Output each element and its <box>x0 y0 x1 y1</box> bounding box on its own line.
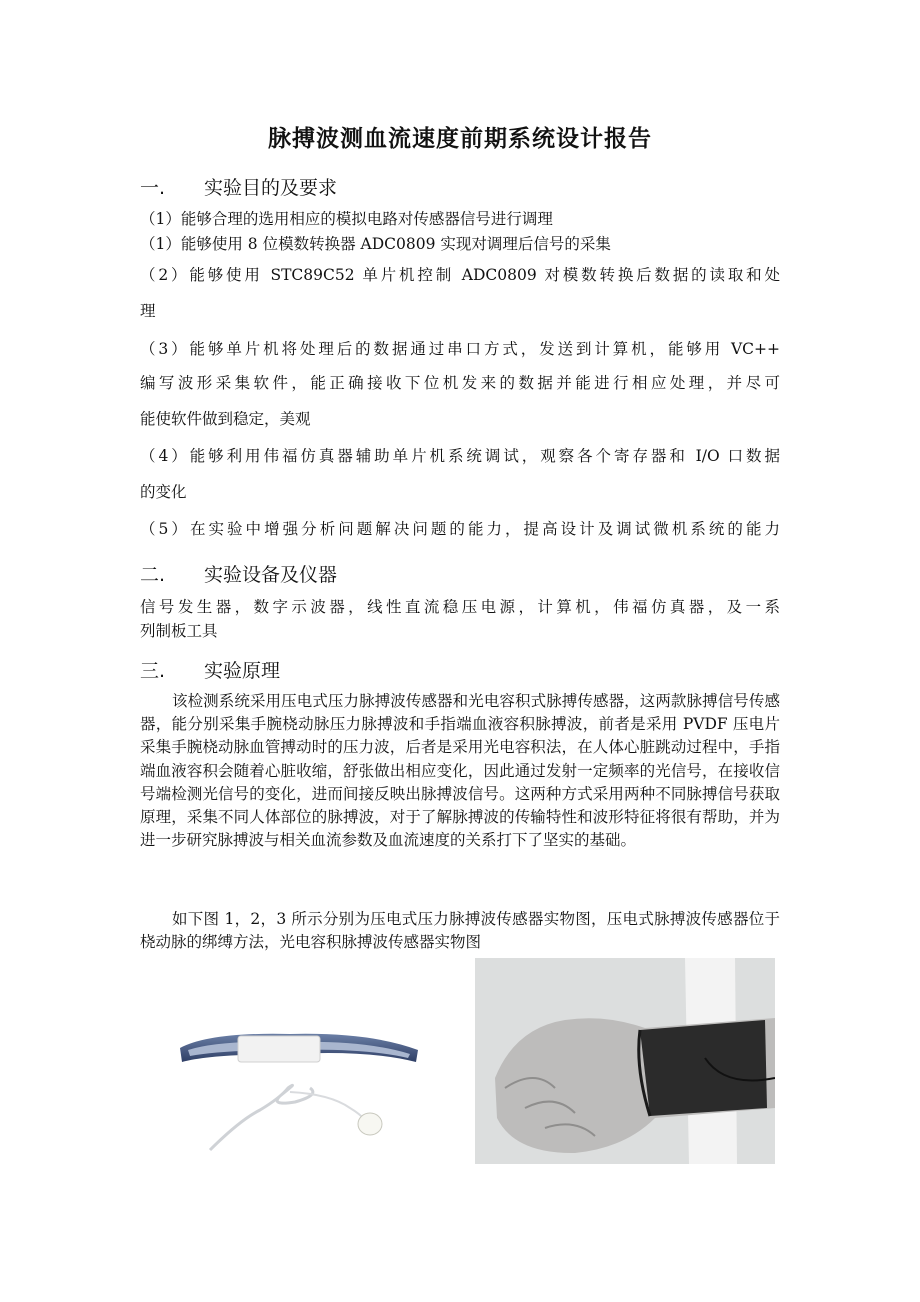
section-heading-2 <box>140 560 337 587</box>
section-heading-1 <box>140 173 337 200</box>
section-number: 三. <box>140 660 166 682</box>
section-title: 实验原理 <box>204 660 281 682</box>
wrist-binding-illustration <box>475 958 775 1164</box>
objective-line: （3）能够单片机将处理后的数据通过串口方式，发送到计算机，能够用 VC++ <box>140 340 780 358</box>
pressure-sensor-illustration <box>170 1010 430 1160</box>
section-heading-3 <box>140 656 280 683</box>
equipment-line: 信号发生器，数字示波器，线性直流稳压电源，计算机，伟福仿真器，及一系 <box>140 598 780 616</box>
objective-line: （2）能够使用 STC89C52 单片机控制 ADC0809 对模数转换后数据的读取和处 <box>140 266 780 284</box>
objective-line: 能使软件做到稳定，美观 <box>140 410 311 428</box>
section-title: 实验目的及要求 <box>204 177 338 199</box>
objective-line: 理 <box>140 302 156 320</box>
objective-line: 编写波形采集软件，能正确接收下位机发来的数据并能进行相应处理，并尽可 <box>140 374 780 392</box>
equipment-line: 列制板工具 <box>140 622 218 640</box>
section-title: 实验设备及仪器 <box>204 564 338 586</box>
section-number: 二. <box>140 564 166 586</box>
objective-line: （1）能够使用 8 位模数转换器 ADC0809 实现对调理后信号的采集 <box>140 235 611 253</box>
principle-paragraph-1: 该检测系统采用压电式压力脉搏波传感器和光电容积式脉搏传感器，这两款脉搏信号传感器，能分别采集手腕桡动脉压力脉搏波和手指端血液容积脉搏波，前者是采用 PVDF 压电片采集手腕桡动脉血管搏动时的压力波，后者是采用光电容积法，在人体心脏跳动过程中，手指端血液容积会随着心脏收缩，舒张做出相应变化，因此通过发射一定频率的光信号，在接收信号端检测光信号的变化，进而间接反映出脉搏波信号。这两种方式采用两种不同脉搏信号获取原理，采集不同人体部位的脉搏波，对于了解脉搏波的传输特性和波形特征将很有帮助，并为进一步研究脉搏波与相关血流参数及血流速度的关系打下了坚实的基础。 <box>140 692 780 850</box>
pressure-sensor-photo <box>170 1010 430 1160</box>
objective-line: （1）能够合理的选用相应的模拟电路对传感器信号进行调理 <box>140 210 553 228</box>
section-number: 一. <box>140 177 166 199</box>
document-title: 脉搏波测血流速度前期系统设计报告 <box>268 126 652 152</box>
objective-line: （5）在实验中增强分析问题解决问题的能力，提高设计及调试微机系统的能力 <box>140 520 780 538</box>
wrist-binding-photo <box>475 958 775 1164</box>
objective-line: 的变化 <box>140 483 187 501</box>
objective-line: （4）能够利用伟福仿真器辅助单片机系统调试，观察各个寄存器和 I/O 口数据 <box>140 447 780 465</box>
principle-paragraph-2: 如下图 1，2，3 所示分别为压电式压力脉搏波传感器实物图，压电式脉搏波传感器位于桡动脉的绑缚方法，光电容积脉搏波传感器实物图 <box>140 910 780 952</box>
